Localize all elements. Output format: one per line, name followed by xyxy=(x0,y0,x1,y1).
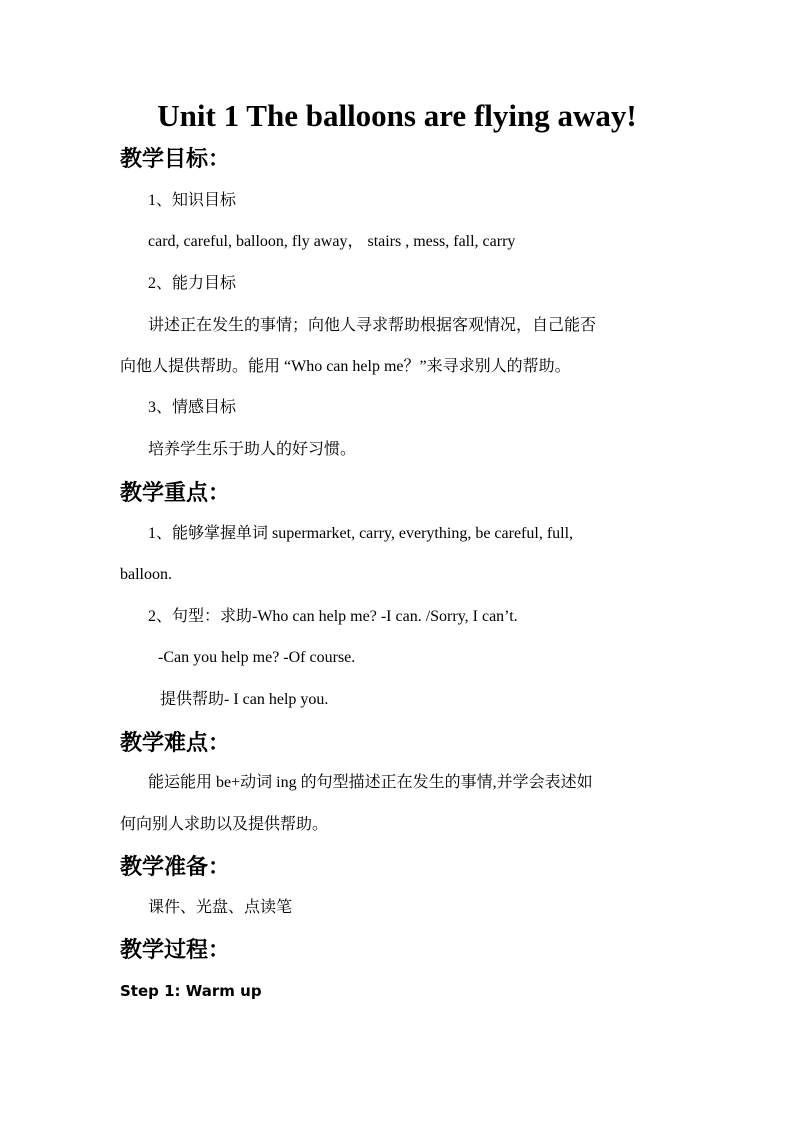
emotion-objective-label: 3、情感目标 xyxy=(148,399,237,416)
difficulties-text-line1: 能运能用 be+动词 ing 的句型描述正在发生的事情,并学会表述如 xyxy=(148,774,593,791)
key-point-1-line2: balloon. xyxy=(120,566,172,583)
difficulties-text-line2: 何向别人求助以及提供帮助。 xyxy=(120,816,329,833)
process-step-1: Step 1: Warm up xyxy=(120,982,262,1000)
preparation-text: 课件、光盘、点读笔 xyxy=(148,899,293,916)
key-point-2-line3: 提供帮助- I can help you. xyxy=(160,691,329,708)
ability-objective-text-line2: 向他人提供帮助。能用 “Who can help me？”来寻求别人的帮助。 xyxy=(120,358,571,375)
ability-objective-text-line1: 讲述正在发生的事情；向他人寻求帮助根据客观情况，自己能否 xyxy=(148,317,597,334)
key-points-heading: 教学重点： xyxy=(120,480,231,506)
document-title: Unit 1 The balloons are flying away! xyxy=(157,98,637,133)
objectives-heading: 教学目标： xyxy=(120,146,231,172)
knowledge-objective-label: 1、知识目标 xyxy=(148,192,237,209)
key-point-1-line1: 1、能够掌握单词 supermarket, carry, everything, be careful, full, xyxy=(148,525,574,542)
difficulties-heading: 教学难点： xyxy=(120,730,231,756)
process-heading: 教学过程： xyxy=(120,937,231,963)
ability-objective-label: 2、能力目标 xyxy=(148,275,237,292)
preparation-heading: 教学准备： xyxy=(120,854,231,880)
key-point-2-line2: -Can you help me? -Of course. xyxy=(158,649,356,666)
knowledge-vocabulary: card, careful, balloon, fly away， stairs , mess, fall, carry xyxy=(148,233,516,250)
emotion-objective-text: 培养学生乐于助人的好习惯。 xyxy=(148,441,357,458)
key-point-2-line1: 2、句型：求助-Who can help me? -I can. /Sorry, I can’t. xyxy=(148,608,518,625)
